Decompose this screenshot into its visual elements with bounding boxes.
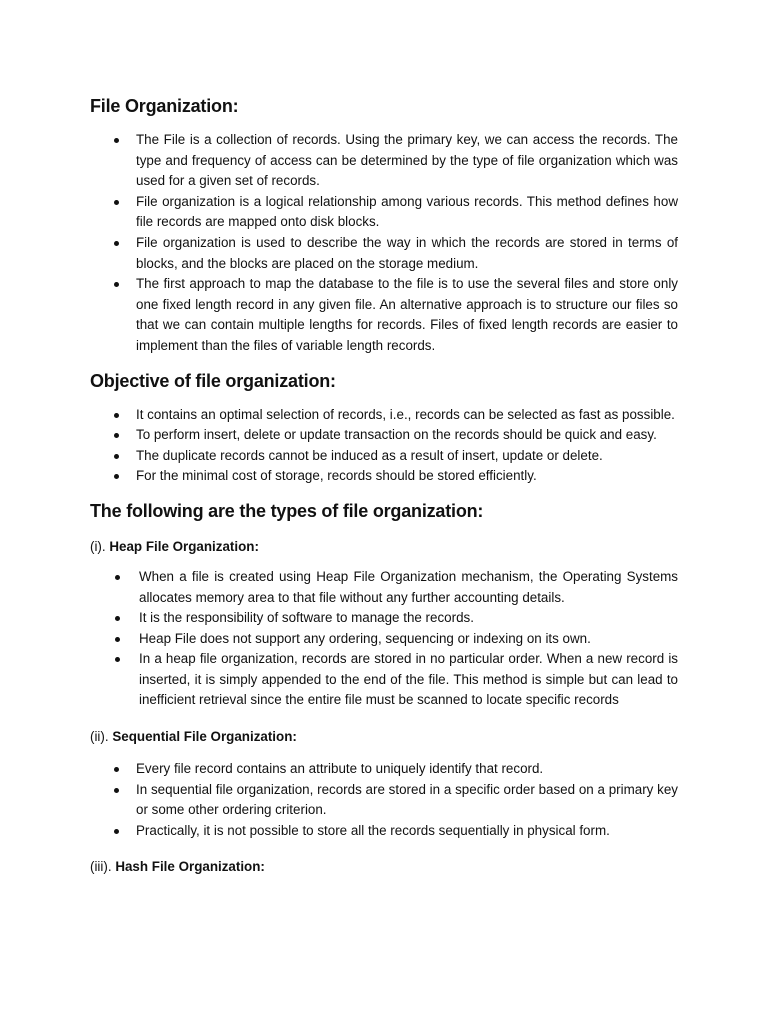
- list-item: The first approach to map the database to the file is to use the several files and store only one fixed length record in any given file. An alternative approach is to structure our files so that we can contain multiple lengths for records. Files of fixed length records are easier to implement than the files of variable length records.: [136, 274, 678, 356]
- list-item: To perform insert, delete or update transaction on the records should be quick and easy.: [136, 425, 678, 446]
- list-item: Practically, it is not possible to store all the records sequentially in physical form.: [136, 821, 678, 842]
- list-item: The File is a collection of records. Using the primary key, we can access the records. The type and frequency of access can be determined by the type of file organization which was used for a given set of records.: [136, 130, 678, 192]
- subheading-hash: [90, 857, 678, 877]
- list-item: Every file record contains an attribute to uniquely identify that record.: [136, 759, 678, 780]
- list-item: File organization is a logical relationship among various records. This method defines how file records are mapped onto disk blocks.: [136, 192, 678, 233]
- list-item: In sequential file organization, records are stored in a specific order based on a primary key or some other ordering criterion.: [136, 780, 678, 821]
- subheading-title: Heap File Organization:: [109, 538, 259, 554]
- list-item: The duplicate records cannot be induced as a result of insert, update or delete.: [136, 446, 678, 467]
- file-organization-list: [90, 130, 678, 357]
- subheading-prefix: (iii).: [90, 859, 112, 875]
- list-item: It is the responsibility of software to manage the records.: [139, 608, 678, 629]
- list-item: Heap File does not support any ordering, sequencing or indexing on its own.: [139, 629, 678, 650]
- subheading-prefix: (i).: [90, 538, 106, 554]
- objective-list: [90, 405, 678, 487]
- subheading-sequential: [90, 727, 678, 747]
- list-item: In a heap file organization, records are stored in no particular order. When a new record is inserted, it is simply appended to the end of the file. This method is simple but can lead to inefficient retrieval since the entire file must be scanned to locate specific records: [139, 649, 678, 711]
- heap-list: [90, 567, 678, 711]
- subheading-heap: [90, 537, 678, 557]
- list-item: File organization is used to describe the way in which the records are stored in terms of blocks, and the blocks are placed on the storage medium.: [136, 233, 678, 274]
- subheading-title: Sequential File Organization:: [112, 729, 297, 745]
- sequential-list: [90, 759, 678, 841]
- document-page: [90, 94, 678, 877]
- heading-objective: Objective of file organization:: [90, 370, 336, 391]
- subheading-title: Hash File Organization:: [115, 859, 265, 875]
- heading-types: The following are the types of file organization:: [90, 500, 484, 521]
- heading-file-organization: File Organization:: [90, 96, 239, 116]
- list-item: It contains an optimal selection of records, i.e., records can be selected as fast as possible.: [136, 405, 678, 426]
- subheading-prefix: (ii).: [90, 729, 109, 745]
- list-item: For the minimal cost of storage, records should be stored efficiently.: [136, 466, 678, 487]
- list-item: When a file is created using Heap File Organization mechanism, the Operating Systems allocates memory area to that file without any further accounting details.: [139, 567, 678, 608]
